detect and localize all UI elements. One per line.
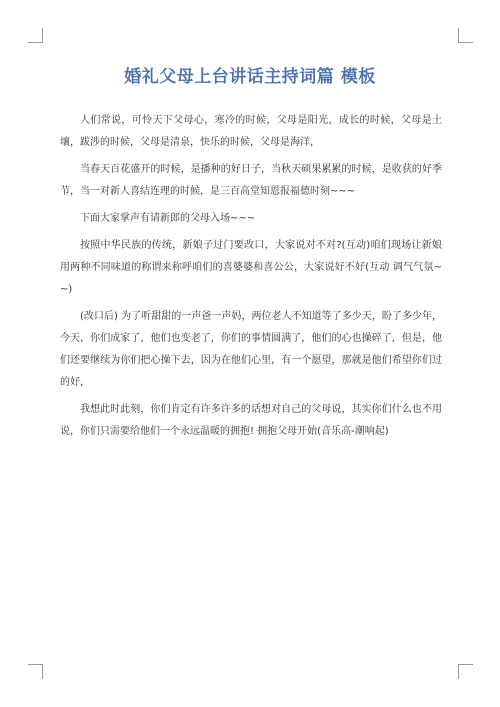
paragraph-6: 我想此时此刻，你们肯定有许多许多的话想对自己的父母说，其实你们什么也不用说，你们只需要给他们一个永远温暖的拥抱! 拥抱父母开始(音乐高-潮响起) bbox=[60, 404, 442, 437]
crop-mark-bottom-left bbox=[28, 664, 43, 679]
paragraph-4: 按照中华民族的传统，新娘子过门要改口，大家说对不对?(互动)咱们现场让新娘用两种不同味道的称谓来称呼咱们的喜婆婆和喜公公，大家说好不好(互动 调气气氛~~) bbox=[60, 240, 442, 295]
crop-mark-top-right bbox=[458, 28, 473, 43]
paragraph-1: 人们常说，可怜天下父母心，寒冷的时候，父母是阳光，成长的时候，父母是土壤，跋涉的时候，父母是清泉，快乐的时候，父母是海洋， bbox=[60, 115, 442, 148]
paragraph-2: 当春天百花盛开的时候，是播种的好日子，当秋天硕果累累的时候，是收获的好季节，当一对新人喜结连理的时候，是三百高堂知恩报福德时刻~~~ bbox=[60, 164, 442, 197]
crop-mark-top-left bbox=[28, 28, 43, 43]
paragraph-5: (改口后) 为了听甜甜的一声爸一声妈，两位老人不知道等了多少天，盼了多少年，今天，你们成家了，他们也变老了，你们的事情圆满了，他们的心也操碎了，但是，他们还要继续为你们把心操下去，因为在他们心里，有一个愿望，那就是他们希望你们过的好， bbox=[60, 311, 442, 388]
document-title: 婚礼父母上台讲话主持词篇 模板 bbox=[124, 67, 376, 87]
document-body bbox=[60, 110, 442, 448]
crop-mark-bottom-right bbox=[458, 664, 473, 679]
paragraph-3: 下面大家掌声有请新郎的父母入场~~~ bbox=[80, 213, 256, 224]
